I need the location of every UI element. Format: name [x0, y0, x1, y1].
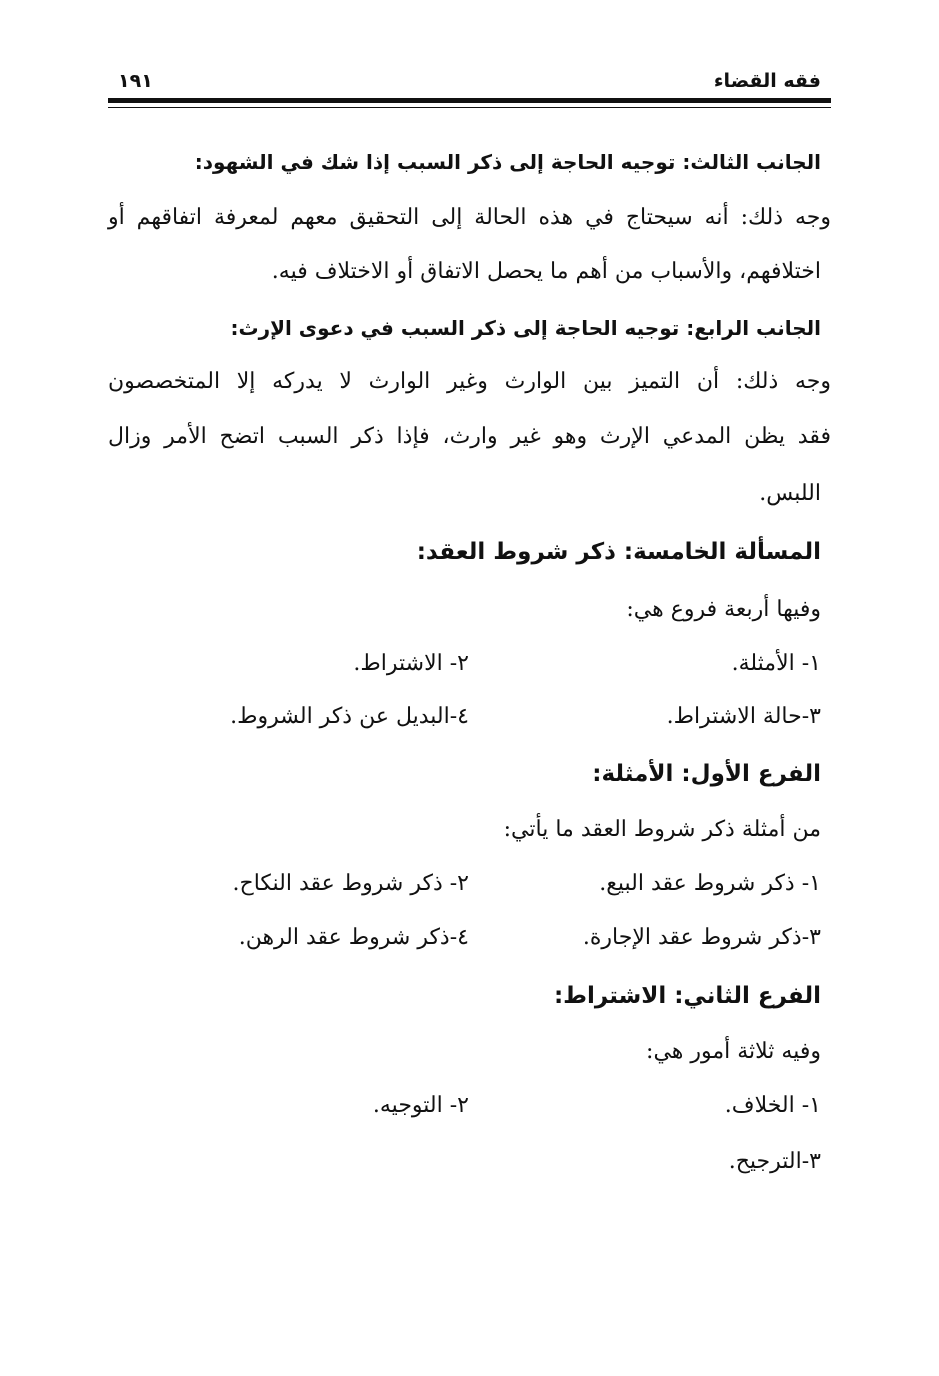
- running-header-title: فقه القضاء: [713, 70, 821, 92]
- branch1-item-1: ١- ذكر شروط عقد البيع.: [599, 871, 821, 896]
- section3-line2: اختلافهم، والأسباب من أهم ما يحصل الاتفاق أو الاختلاف فيه.: [271, 259, 821, 284]
- section4-line3: اللبس.: [759, 481, 821, 506]
- section4-heading: الجانب الرابع: توجيه الحاجة إلى ذكر السبب في دعوى الإرث:: [230, 316, 821, 340]
- masala5-item-2: ٢- الاشتراط.: [353, 651, 469, 676]
- masala5-item-4: ٤-البديل عن ذكر الشروط.: [230, 704, 469, 729]
- header-rule-thick: [108, 98, 831, 103]
- branch1-heading: الفرع الأول: الأمثلة:: [592, 761, 821, 787]
- branch1-intro: من أمثلة ذكر شروط العقد ما يأتي:: [503, 817, 821, 842]
- branch2-item-1: ١- الخلاف.: [724, 1093, 821, 1118]
- branch2-item-3: ٣-الترجيح.: [728, 1149, 821, 1174]
- section4-line2: فقد يظن المدعي الإرث وهو غير وارث، فإذا ذكر السبب اتضح الأمر وزال: [108, 424, 831, 449]
- header-rule-thin: [108, 107, 831, 108]
- branch2-item-2: ٢- التوجيه.: [372, 1093, 469, 1118]
- branch1-item-2: ٢- ذكر شروط عقد النكاح.: [232, 871, 469, 896]
- branch2-heading: الفرع الثاني: الاشتراط:: [553, 983, 821, 1009]
- section4-line1: وجه ذلك: أن التميز بين الوارث وغير الوارث لا يدركه إلا المتخصصون: [108, 369, 831, 394]
- section3-heading: الجانب الثالث: توجيه الحاجة إلى ذكر السبب إذا شك في الشهود:: [194, 150, 821, 174]
- section3-line1: وجه ذلك: أنه سيحتاج في هذه الحالة إلى التحقيق معهم لمعرفة اتفاقهم أو: [108, 205, 831, 230]
- branch1-item-3: ٣-ذكر شروط عقد الإجارة.: [582, 925, 821, 950]
- masala5-heading: المسألة الخامسة: ذكر شروط العقد:: [416, 539, 821, 565]
- page-number: ١٩١: [118, 70, 153, 92]
- masala5-intro: وفيها أربعة فروع هي:: [626, 597, 821, 622]
- masala5-item-1: ١- الأمثلة.: [731, 651, 821, 676]
- masala5-item-3: ٣-حالة الاشتراط.: [666, 704, 821, 729]
- branch2-intro: وفيه ثلاثة أمور هي:: [646, 1039, 821, 1064]
- branch1-item-4: ٤-ذكر شروط عقد الرهن.: [238, 925, 469, 950]
